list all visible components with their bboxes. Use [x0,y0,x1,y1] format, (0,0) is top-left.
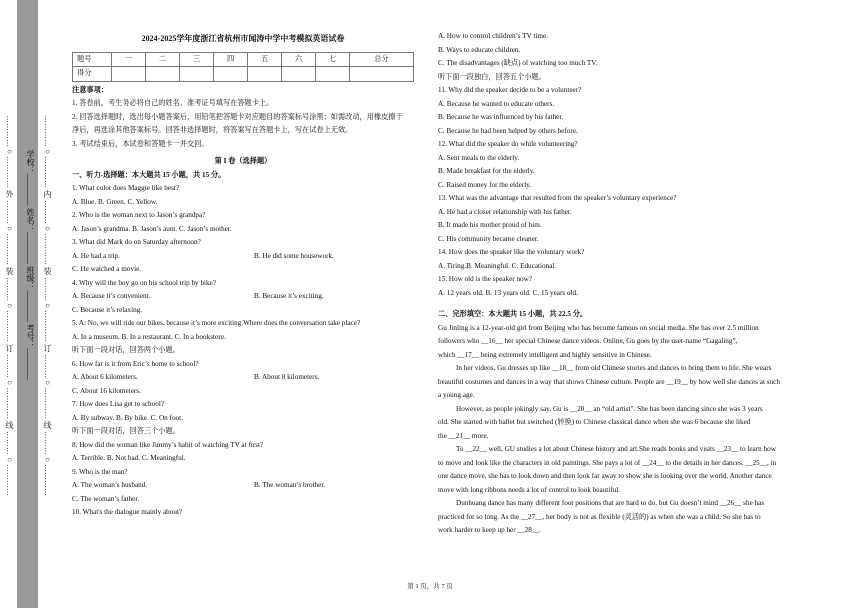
score-cell: 总分 [350,52,414,67]
question-line: 2. Who is the woman next to Jason’s grandpa? [72,211,206,219]
passage-line: one dance move, she has to look down and then look far away to show she is looking over the world. Another dance [438,472,772,480]
question-line: A. How to control children’s TV time. [438,32,548,40]
option: B. About 8 kilometers. [254,373,320,381]
section-2-heading: 二、完形填空：本大题共 15 小题，共 22.5 分。 [438,310,588,318]
question-line: C. The disadvantages (缺点) of watching too much TV. [438,59,598,67]
option: B. Because it’s exciting. [254,292,324,300]
notice-item: 1. 答卷前，考生务必将自己的姓名、准考证号填写在答题卡上。 [72,99,274,107]
exam-no-label: 考号： [26,324,35,348]
notice-item: 净后，再选涂其他答案标号。回答非选择题时，将答案写在答题卡上，写在试卷上无效。 [72,126,353,134]
left-column [72,30,414,520]
passage-line: followers who __16__ her special Chinese dance videos. Online, Gu goes by the user-name “Gagaling”, [438,337,738,345]
option: A. Because it’s convenient. [72,292,151,300]
question-line: A. Tiring.B. Meaningful. C. Educational. [438,261,557,270]
question-line: C. Raised money for the elderly. [438,180,532,189]
passage-line: work harder to keep up her __28__. [438,526,541,534]
question-line: 8. How did the woman like Jimmy’s habit of watching TV at first? [72,440,264,449]
passage-line: which __17__ being extremely intelligent and highly sensitive in Chinese. [438,350,652,359]
score-cell: 二 [146,52,180,67]
passage-line: However, as people jokingly say, Gu is __20__ an “old artist”. She has been dancing since she was 3 years [456,404,763,413]
question-line: A. Because he wanted to educate others. [438,99,555,108]
question-line: C. The woman’s father. [72,494,140,503]
passage-line: To __22__ well, GU studies a lot about Chinese history and art.She reads books and visits __23__ to learn how [456,445,776,453]
option-row [72,290,414,304]
notice-item: 2. 回答选择题时，选出每小题答案后，用铅笔把答题卡对应题目的答案标号涂黑；如需改动，用橡皮擦干 [72,112,403,121]
option-row [72,371,414,385]
question-line: 10. What's the dialogue mainly about? [72,508,183,516]
question-line: 听下面一段对话，回答两个小题。 [72,346,180,354]
notice-list [72,97,414,151]
question-line: C. About 16 kilometers. [72,386,141,395]
question-line: C. Because he had been helped by others before. [438,126,578,135]
question-line: C. Because it’s relaxing. [72,305,143,314]
option: B. The woman’s brother. [254,481,326,489]
question-line: B. It made his mother proud of him. [438,221,542,229]
volume-heading: 第 I 卷（选择题） [214,157,272,165]
question-line: 11. Why did the speaker decide to be a volunteer? [438,86,582,94]
student-info-labels: 学校：________ 姓名：________ 班级：________ 考号：________ [26,150,35,380]
score-cell [180,67,214,82]
score-cell [248,67,282,82]
score-cell: 一 [112,52,146,67]
option-row [72,250,414,264]
question-line: 14. How does the speaker like the voluntary work? [438,248,585,256]
notice-heading: 注意事项： [72,85,108,94]
passage-line: practiced for so long. As the __27__, her body is not as flexible (灵活的) as when she was a child. So she has to [438,512,761,521]
score-cell [350,67,414,82]
option: B. He did some housework. [254,251,334,260]
question-line: 9. Who is the man? [72,467,128,476]
question-line: A. In a museum. B. In a restaurant. C. In a bookstore. [72,332,226,341]
question-line: 6. How far is it from Eric’s home to school? [72,359,199,368]
listening-questions-cont [438,30,846,300]
score-cell: 题号 [73,52,112,67]
question-line: 听下面一段对话，回答三个小题。 [72,427,180,435]
question-line: 15. How old is the speaker now? [438,275,533,283]
question-line: 7. How does Lisa get to school? [72,400,165,408]
passage-line: beautiful costumes and dances in a way that shows Chinese culture. People are __19__ by how well she dances at such [438,377,780,386]
question-line: A. Sent meals to the elderly. [438,153,520,162]
passage-line: old. She started with ballet but switched (转换) to Chinese classical dance when she was 6 because she liked [438,418,751,426]
score-cell: 七 [316,52,350,67]
question-line: A. Jason’s grandma. B. Jason’s aunt. C. Jason’s mother. [72,224,232,233]
score-cell [112,67,146,82]
class-label: 班级： [26,266,35,290]
page-footer: 第 1 页，共 7 页 [407,583,453,590]
question-line: 3. What did Mark do on Saturday afternoon? [72,238,201,246]
score-cell: 五 [248,52,282,67]
question-line: C. His community became cleaner. [438,234,539,243]
question-line: 5. A: No, we will ride our bikes, because it’s more exciting.Where does the conversation take place? [72,319,361,327]
question-line: A. Terrible. B. Not bad. C. Meaningful. [72,454,186,462]
passage-line: In her videos, Gu dresses up like __18__ from old Chinese stories and dances to bring them to life. She wears [456,364,772,372]
question-line: A. He had a closer relationship with his father. [438,207,572,216]
right-column [438,30,846,538]
passage-line: Gu Jinling is a 12-year-old girl from Beijing who has become famous on social media. She has over 2.5 million [438,323,759,332]
passage-line: to move and look like the characters in old paintings. She pays a lot of __24__ to the details in her dances. __25__, in [438,458,777,467]
question-line: 听下面一段独白，回答五个小题。 [438,72,546,81]
option: A. About 6 kilometers. [72,373,138,381]
passage-line: move with long ribbons needs a lot of control to look beautiful. [438,485,621,494]
name-label: 姓名： [26,208,35,232]
question-line: A. Blue. B. Green. C. Yellow. [72,197,158,206]
question-line: B. Made breakfast for the elderly. [438,167,535,175]
outer-seal-line: …………○………… 外 ………○………… 装 ………○………… 订 ………○………… 线 ………○………… [5,114,14,496]
question-line: 12. What did the speaker do while volunteering? [438,140,578,148]
score-cell [316,67,350,82]
score-cell [214,67,248,82]
score-cell: 六 [282,52,316,67]
option: A. He had a trip. [72,251,120,260]
question-line: B. Because he was influenced by his father. [438,113,564,121]
passage-line: the __21__ more. [438,431,489,440]
option: A. The woman’s husband. [72,481,148,489]
question-line: 13. What was the advantage that resulted from the speaker’s voluntary experience? [438,194,677,202]
score-cell: 得分 [73,67,112,82]
passage-line: a young age. [438,391,475,399]
binding-gutter [0,0,60,608]
listening-questions [72,182,414,520]
score-cell: 四 [214,52,248,67]
score-cell [282,67,316,82]
question-line: 4. Why will the boy go on his school trip by bike? [72,278,217,287]
inner-seal-line: …………○………… 内 ………○………… 装 ………○………… 订 ………○………… 线 ………○………… [43,114,52,496]
section-1-heading: 一、听力-选择题：本大题共 15 小题，共 15 分。 [72,170,226,179]
passage-line: Dunhuang dance has many different foot positions that are hard to do, but Gu doesn’t mind __26__ she has [456,499,765,507]
school-label: 学校： [26,150,35,174]
question-line: C. He watched a movie. [72,265,142,273]
question-line: A. By subway. B. By bike. C. On foot. [72,413,183,422]
question-line: B. Ways to educate children. [438,45,521,54]
score-cell [146,67,180,82]
notice-item: 3. 考试结束后，本试卷和答题卡一并交回。 [72,139,209,148]
paper-title: 2024-2025学年度浙江省杭州市闻涛中学中考模拟英语试卷 [141,34,345,43]
cloze-passage [438,322,846,538]
question-line: 1. What color does Maggie like best? [72,184,180,192]
score-table [72,52,414,82]
score-cell: 三 [180,52,214,67]
question-line: A. 12 years old. B. 13 years old. C. 15 years old. [438,288,578,297]
option-row [72,479,414,493]
